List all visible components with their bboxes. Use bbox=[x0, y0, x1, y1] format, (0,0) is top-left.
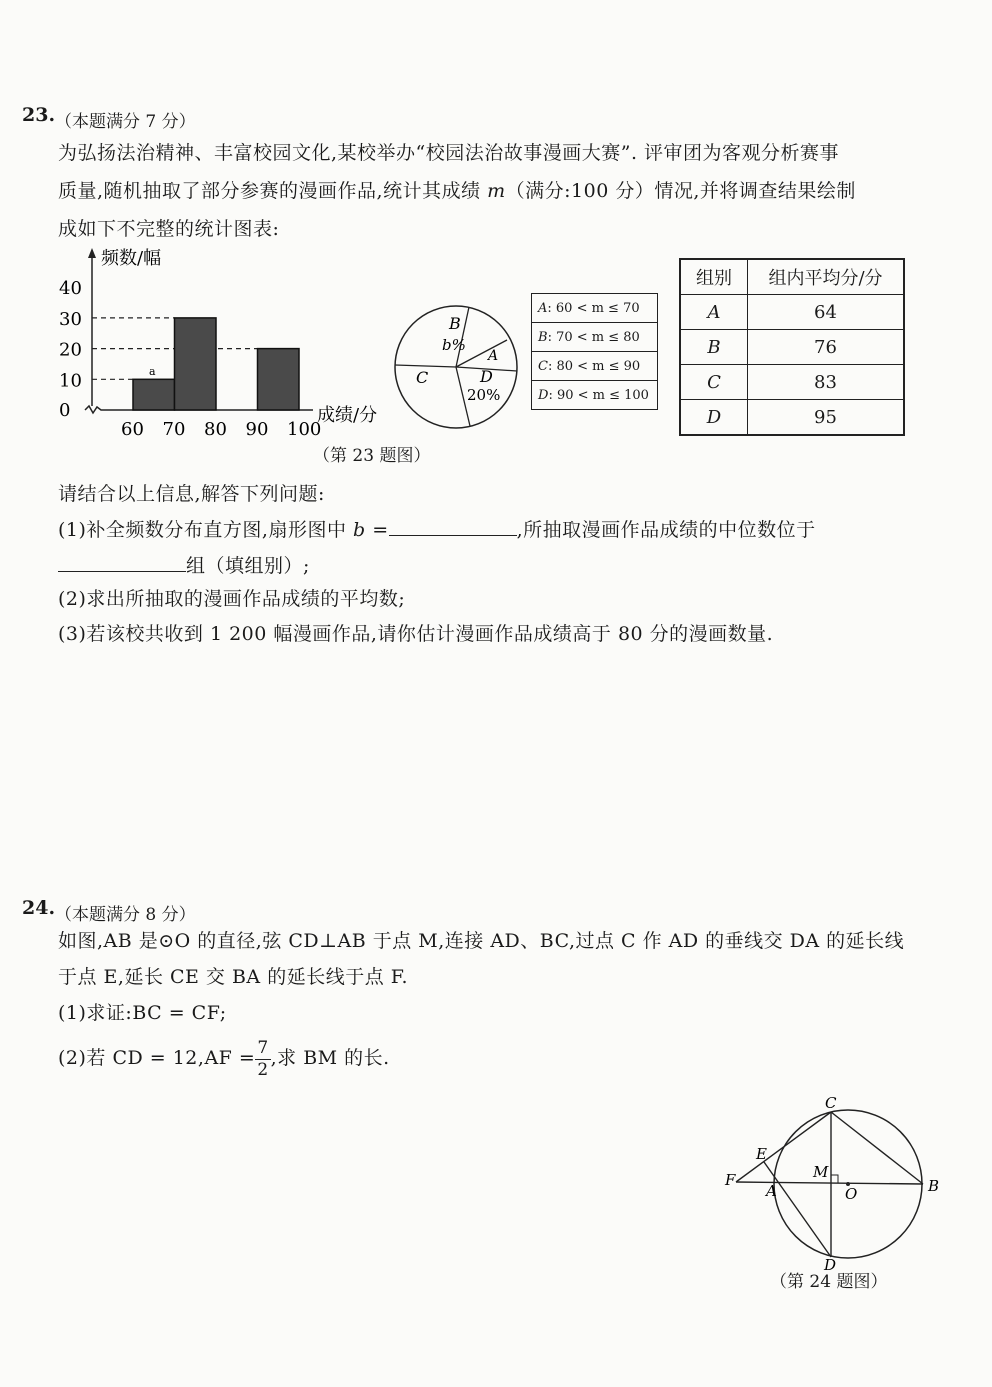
label-F: F bbox=[725, 1171, 736, 1189]
range-cell: D: 90 < m ≤ 100 bbox=[532, 381, 658, 410]
histogram-x-label: 成绩/分 bbox=[317, 405, 378, 426]
label-E: E bbox=[756, 1145, 767, 1163]
range-row bbox=[532, 323, 658, 352]
q23-part1-a: (1)补全频数分布直方图,扇形图中 bbox=[58, 519, 353, 541]
question-24-score: （本题满分 8 分） bbox=[55, 905, 196, 925]
question-24-number: 24. bbox=[22, 897, 56, 919]
q23-part1-d: 组（填组别）; bbox=[186, 555, 310, 577]
line-FB bbox=[736, 1182, 923, 1184]
pie-value-D: 20% bbox=[467, 386, 501, 404]
q24-part2-b: ,求 BM 的长. bbox=[270, 1047, 390, 1069]
label-B: B bbox=[928, 1177, 940, 1195]
histogram-bar-B bbox=[175, 318, 217, 410]
q24-part2 bbox=[58, 1036, 390, 1080]
table-header-average: 组内平均分/分 bbox=[748, 259, 905, 295]
q24-part2-a: (2)若 CD = 12,AF = bbox=[58, 1047, 256, 1069]
histogram-x-tick-label: 80 bbox=[204, 419, 227, 440]
table-header-row bbox=[680, 259, 904, 295]
label-D: D bbox=[824, 1256, 837, 1272]
histogram-y-arrow bbox=[88, 248, 96, 258]
table-cell-average: 83 bbox=[748, 365, 905, 400]
histogram-annotation-a: a bbox=[149, 365, 156, 378]
pie-label-C: C bbox=[416, 368, 429, 387]
chord-BC bbox=[831, 1112, 923, 1184]
histogram-bar-D bbox=[258, 349, 300, 410]
q23-line2-part-b: （满分:100 分）情况,并将调查结果绘制 bbox=[505, 180, 856, 202]
q24-text-line2: 于点 E,延长 CE 交 BA 的延长线于点 F. bbox=[58, 966, 409, 988]
q23-variable-b: b bbox=[353, 519, 366, 541]
pie-label-B: B bbox=[449, 314, 461, 333]
question-23-number: 23. bbox=[22, 104, 56, 126]
group-average-table bbox=[679, 258, 905, 436]
fraction-denominator: 2 bbox=[257, 1059, 269, 1080]
q23-line2-part-a: 质量,随机抽取了部分参赛的漫画作品,统计其成绩 bbox=[58, 180, 488, 202]
answer-blank-group[interactable] bbox=[58, 570, 186, 572]
range-row bbox=[532, 294, 658, 323]
q23-part1 bbox=[58, 511, 816, 549]
q23-figure-caption: （第 23 题图） bbox=[313, 446, 431, 466]
table-header-group: 组别 bbox=[680, 259, 748, 295]
histogram-bar-A bbox=[133, 379, 175, 410]
q23-part2: (2)求出所抽取的漫画作品成绩的平均数; bbox=[58, 588, 406, 610]
q23-text-line3: 成如下不完整的统计图表: bbox=[58, 218, 280, 240]
histogram-x-tick-label: 70 bbox=[162, 419, 186, 440]
table-cell-average: 95 bbox=[748, 400, 905, 436]
q23-text-line2 bbox=[58, 172, 856, 210]
histogram-y-tick-label: 30 bbox=[59, 308, 82, 330]
histogram-y-tick-label: 10 bbox=[59, 370, 82, 392]
histogram-y-tick-label: 20 bbox=[59, 339, 82, 361]
q23-part1-c: ,所抽取漫画作品成绩的中位数位于 bbox=[516, 519, 816, 541]
table-cell-average: 64 bbox=[748, 295, 905, 330]
table-row bbox=[680, 400, 904, 436]
histogram-chart bbox=[55, 240, 425, 470]
range-table bbox=[531, 293, 658, 410]
label-O: O bbox=[845, 1185, 858, 1203]
table-cell-group: B bbox=[680, 330, 748, 365]
q24-figure-caption: （第 24 题图） bbox=[770, 1272, 888, 1292]
range-cell: B: 70 < m ≤ 80 bbox=[532, 323, 658, 352]
pie-value-B: b% bbox=[442, 336, 466, 354]
histogram-x-tick-label: 100 bbox=[287, 419, 322, 440]
table-cell-average: 76 bbox=[748, 330, 905, 365]
geometry-figure bbox=[718, 1092, 950, 1272]
range-cell: C: 80 < m ≤ 90 bbox=[532, 352, 658, 381]
q24-text-line1: 如图,AB 是⊙O 的直径,弦 CD⊥AB 于点 M,连接 AD、BC,过点 C 作 AD 的垂线交 DA 的延长线 bbox=[58, 930, 905, 952]
table-row bbox=[680, 330, 904, 365]
q23-part3: (3)若该校共收到 1 200 幅漫画作品,请你估计漫画作品成绩高于 80 分的漫画数量. bbox=[58, 623, 774, 645]
q24-part1: (1)求证:BC = CF; bbox=[58, 1002, 227, 1024]
pie-chart bbox=[392, 305, 522, 430]
histogram-x-tick-label: 60 bbox=[121, 419, 144, 440]
table-row bbox=[680, 365, 904, 400]
pie-label-A: A bbox=[488, 348, 499, 364]
histogram-y-tick-label: 0 bbox=[59, 400, 71, 421]
label-A: A bbox=[766, 1182, 777, 1200]
q23-part1-b: = bbox=[365, 519, 389, 541]
range-row bbox=[532, 352, 658, 381]
table-cell-group: D bbox=[680, 400, 748, 436]
histogram-y-tick-label: 40 bbox=[59, 278, 82, 300]
right-angle-mark bbox=[831, 1175, 838, 1183]
q23-prompt: 请结合以上信息,解答下列问题: bbox=[58, 483, 325, 505]
pie-divider-5 bbox=[395, 365, 456, 367]
fraction-seven-halves bbox=[255, 1037, 270, 1080]
fraction-numerator: 7 bbox=[257, 1037, 269, 1058]
table-cell-group: C bbox=[680, 365, 748, 400]
q23-variable-m: m bbox=[487, 180, 506, 202]
q23-text-line1: 为弘扬法治精神、丰富校园文化,某校举办“校园法治故事漫画大赛”. 评审团为客观分析赛事 bbox=[58, 142, 840, 164]
pie-label-D: D bbox=[480, 367, 493, 386]
histogram-x-tick-label: 90 bbox=[245, 419, 269, 440]
table-row bbox=[680, 295, 904, 330]
answer-blank-b[interactable] bbox=[389, 534, 517, 536]
table-cell-group: A bbox=[680, 295, 748, 330]
label-M: M bbox=[813, 1163, 829, 1181]
question-23-score: （本题满分 7 分） bbox=[55, 112, 196, 132]
histogram-y-label: 频数/幅 bbox=[101, 248, 162, 269]
range-cell: A: 60 < m ≤ 70 bbox=[532, 294, 658, 323]
label-C: C bbox=[825, 1094, 837, 1112]
range-row bbox=[532, 381, 658, 410]
